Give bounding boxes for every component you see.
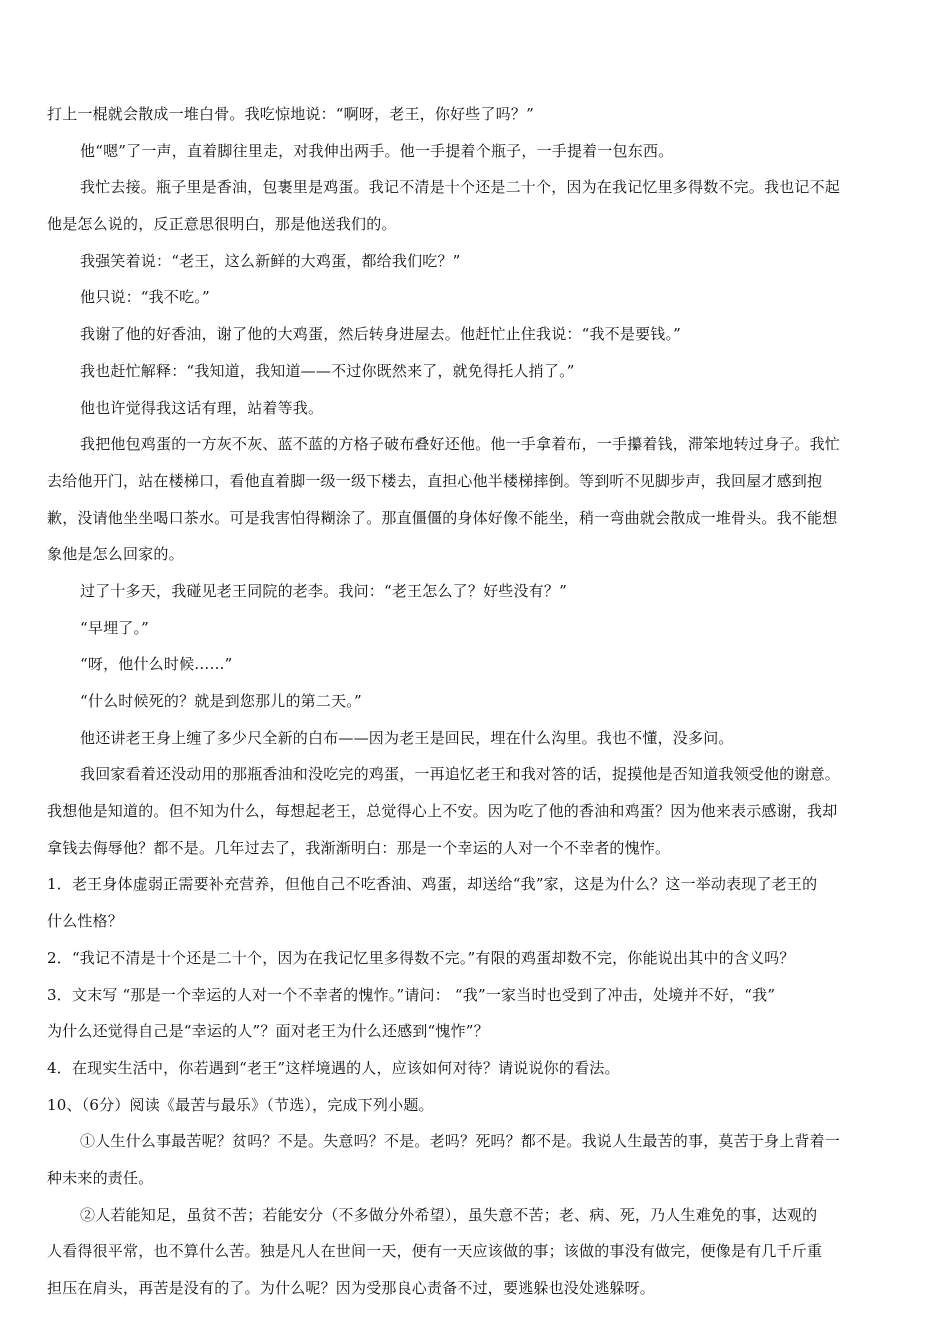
question-4: 4．在现实生活中，你若遇到“老王”这样境遇的人，应该如何对待？请说说你的看法。 <box>47 1058 620 1077</box>
passage-para-2-line-1: ②人若能知足，虽贫不苦；若能安分（不多做分外希望），虽失意不苦；老、病、死，乃人生难免的事，达观的 <box>80 1205 818 1224</box>
text-line-20: 我想他是知道的。但不知为什么，每想起老王，总觉得心上不安。因为吃了他的香油和鸡蛋？因为他来表示感谢，我却 <box>47 802 838 821</box>
passage-para-2-line-3: 担压在肩头，再苦是没有的了。为什么呢？因为受那良心责备不过，要逃躲也没处逃躲呀。 <box>47 1279 656 1297</box>
question-3-line-1: 3．文末写 “那是一个幸运的人对一个不幸者的愧怍。”请问： “我”一家当时也受到了冲击，处境并不好，“我” <box>47 985 776 1004</box>
section-10-heading: 10、（6分）阅读《最苦与最乐》（节选），完成下列小题。 <box>47 1095 434 1114</box>
text-line-8: 我也赶忙解释：“我知道，我知道——不过你既然来了，就免得托人捎了。” <box>80 361 575 380</box>
text-line-21: 拿钱去侮辱他？都不是。几年过去了，我渐渐明白：那是一个幸运的人对一个不幸者的愧怍。 <box>47 838 671 857</box>
question-1-line-1: 1．老王身体虚弱正需要补充营养，但他自己不吃香油、鸡蛋，却送给“我”家，这是为什么？这一举动表现了老王的 <box>47 875 818 894</box>
text-line-18: 他还讲老王身上缠了多少尺全新的白布——因为老王是回民，埋在什么沟里。我也不懂，没多问。 <box>80 728 734 747</box>
text-line-16: “呀，他什么时候……” <box>80 655 233 674</box>
question-3-line-2: 为什么还觉得自己是“幸运的人”？面对老王为什么还感到“愧怍”？ <box>47 1022 489 1041</box>
text-line-4: 他是怎么说的，反正意思很明白，那是他送我们的。 <box>47 215 397 234</box>
text-line-2: 他“嗯”了一声，直着脚往里走，对我伸出两手。他一手提着个瓶子，一手提着一包东西。 <box>80 141 674 160</box>
text-line-15: “早埋了。” <box>80 618 150 637</box>
text-line-19: 我回家看着还没动用的那瓶香油和没吃完的鸡蛋，一再追忆老王和我对答的话，捉摸他是否知道我领受他的谢意。 <box>80 765 841 784</box>
text-line-14: 过了十多天，我碰见老王同院的老李。我问：“老王怎么了？好些没有？” <box>80 581 567 600</box>
document-page <box>47 96 907 1307</box>
text-line-7: 我谢了他的好香油，谢了他的大鸡蛋，然后转身进屋去。他赶忙止住我说：“我不是要钱。” <box>80 325 682 344</box>
text-line-11: 去给他开门，站在楼梯口，看他直着脚一级一级下楼去，直担心他半楼梯摔倒。等到听不见脚步声，我回屋才感到抱 <box>47 471 823 490</box>
text-line-9: 他也许觉得我这话有理，站着等我。 <box>80 398 324 417</box>
text-line-13: 象他是怎么回家的。 <box>47 545 184 564</box>
text-line-12: 歉，没请他坐坐喝口茶水。可是我害怕得糊涂了。那直僵僵的身体好像不能坐，稍一弯曲就会散成一堆骨头。我不能想 <box>47 508 838 527</box>
text-line-3: 我忙去接。瓶子里是香油，包裹里是鸡蛋。我记不清是十个还是二十个，因为在我记忆里多得数不完。我也记不起 <box>80 178 841 197</box>
passage-para-1-line-1: ①人生什么事最苦呢？贫吗？不是。失意吗？不是。老吗？死吗？都不是。我说人生最苦的事，莫苦于身上背着一 <box>80 1132 841 1151</box>
text-line-10: 我把他包鸡蛋的一方灰不灰、蓝不蓝的方格子破布叠好还他。他一手拿着布，一手攥着钱，滞笨地转过身子。我忙 <box>80 435 841 454</box>
question-1-line-2: 什么性格？ <box>47 912 124 931</box>
passage-para-1-line-2: 种未来的责任。 <box>47 1168 154 1187</box>
passage-para-2-line-2: 人看得很平常，也不算什么苦。独是凡人在世间一天，便有一天应该做的事；该做的事没有做完，便像是有几千斤重 <box>47 1242 823 1261</box>
text-line-1: 打上一棍就会散成一堆白骨。我吃惊地说：“啊呀，老王，你好些了吗？” <box>47 105 534 123</box>
text-line-6: 他只说：“我不吃。” <box>80 288 210 307</box>
text-line-5: 我强笑着说：“老王，这么新鲜的大鸡蛋，都给我们吃？” <box>80 251 461 270</box>
text-line-17: “什么时候死的？就是到您那儿的第二天。” <box>80 692 362 710</box>
question-2: 2．“我记不清是十个还是二十个，因为在我记忆里多得数不完。”有限的鸡蛋却数不完，你能说出其中的含义吗？ <box>47 948 795 967</box>
